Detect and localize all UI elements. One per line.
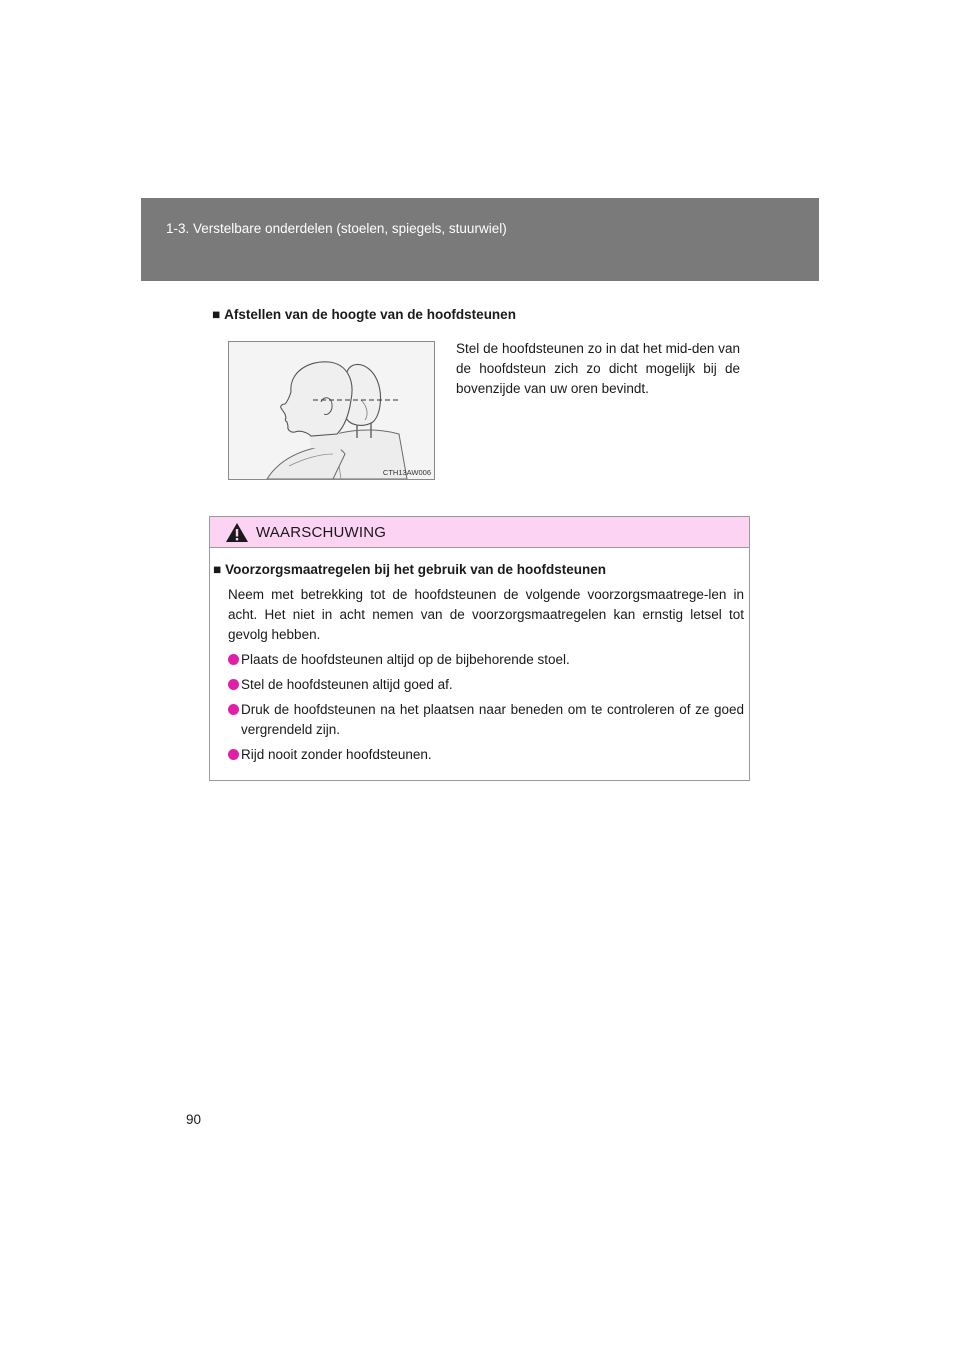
warning-bullet-text: Rijd nooit zonder hoofdsteunen. [241,747,432,762]
warning-bullet-text: Druk de hoofdsteunen na het plaatsen naar beneden om te controleren of ze goed vergrendeld zijn. [241,702,744,737]
warning-label: WAARSCHUWING [256,524,387,541]
warning-box [209,516,750,781]
page-number: 90 [186,1112,202,1127]
bullet-dot-icon [228,679,239,690]
section-title: Afstellen van de hoogte van de hoofdsteunen [224,307,516,322]
bullet-dot-icon [228,749,239,760]
chapter-title: 1-3. Verstelbare onderdelen (stoelen, spiegels, stuurwiel) [166,221,507,236]
square-bullet-icon: ■ [212,307,221,322]
warning-bullet [228,700,744,740]
warning-triangle-icon [225,522,249,543]
warning-header [210,517,749,548]
headrest-illustration [228,341,435,480]
chapter-header [141,198,819,281]
figure-code: CTH13AW006 [382,468,431,477]
warning-bullet [228,650,744,670]
head-and-headrest-drawing [229,342,434,479]
warning-bullet-text: Plaats de hoofdsteunen altijd op de bijbehorende stoel. [241,652,570,667]
bullet-dot-icon [228,704,239,715]
bullet-dot-icon [228,654,239,665]
warning-body [213,560,744,765]
section-heading [212,307,516,322]
warning-subtitle [213,560,744,580]
section-description: Stel de hoofdsteunen zo in dat het mid-den van de hoofdsteun zich zo dicht mogelijk bij de bovenzijde van uw oren bevindt. [456,341,740,396]
warning-bullet-text: Stel de hoofdsteunen altijd goed af. [241,677,453,692]
warning-bullet [228,745,744,765]
warning-intro: Neem met betrekking tot de hoofdsteunen de volgende voorzorgsmaatrege-len in acht. Het niet in acht nemen van de voorzorgsmaatregelen kan ernstig letsel tot gevolg hebben. [228,587,744,642]
warning-bullet [228,675,744,695]
warning-subtitle-text: Voorzorgsmaatregelen bij het gebruik van de hoofdsteunen [225,562,606,577]
square-bullet-icon: ■ [213,562,222,577]
